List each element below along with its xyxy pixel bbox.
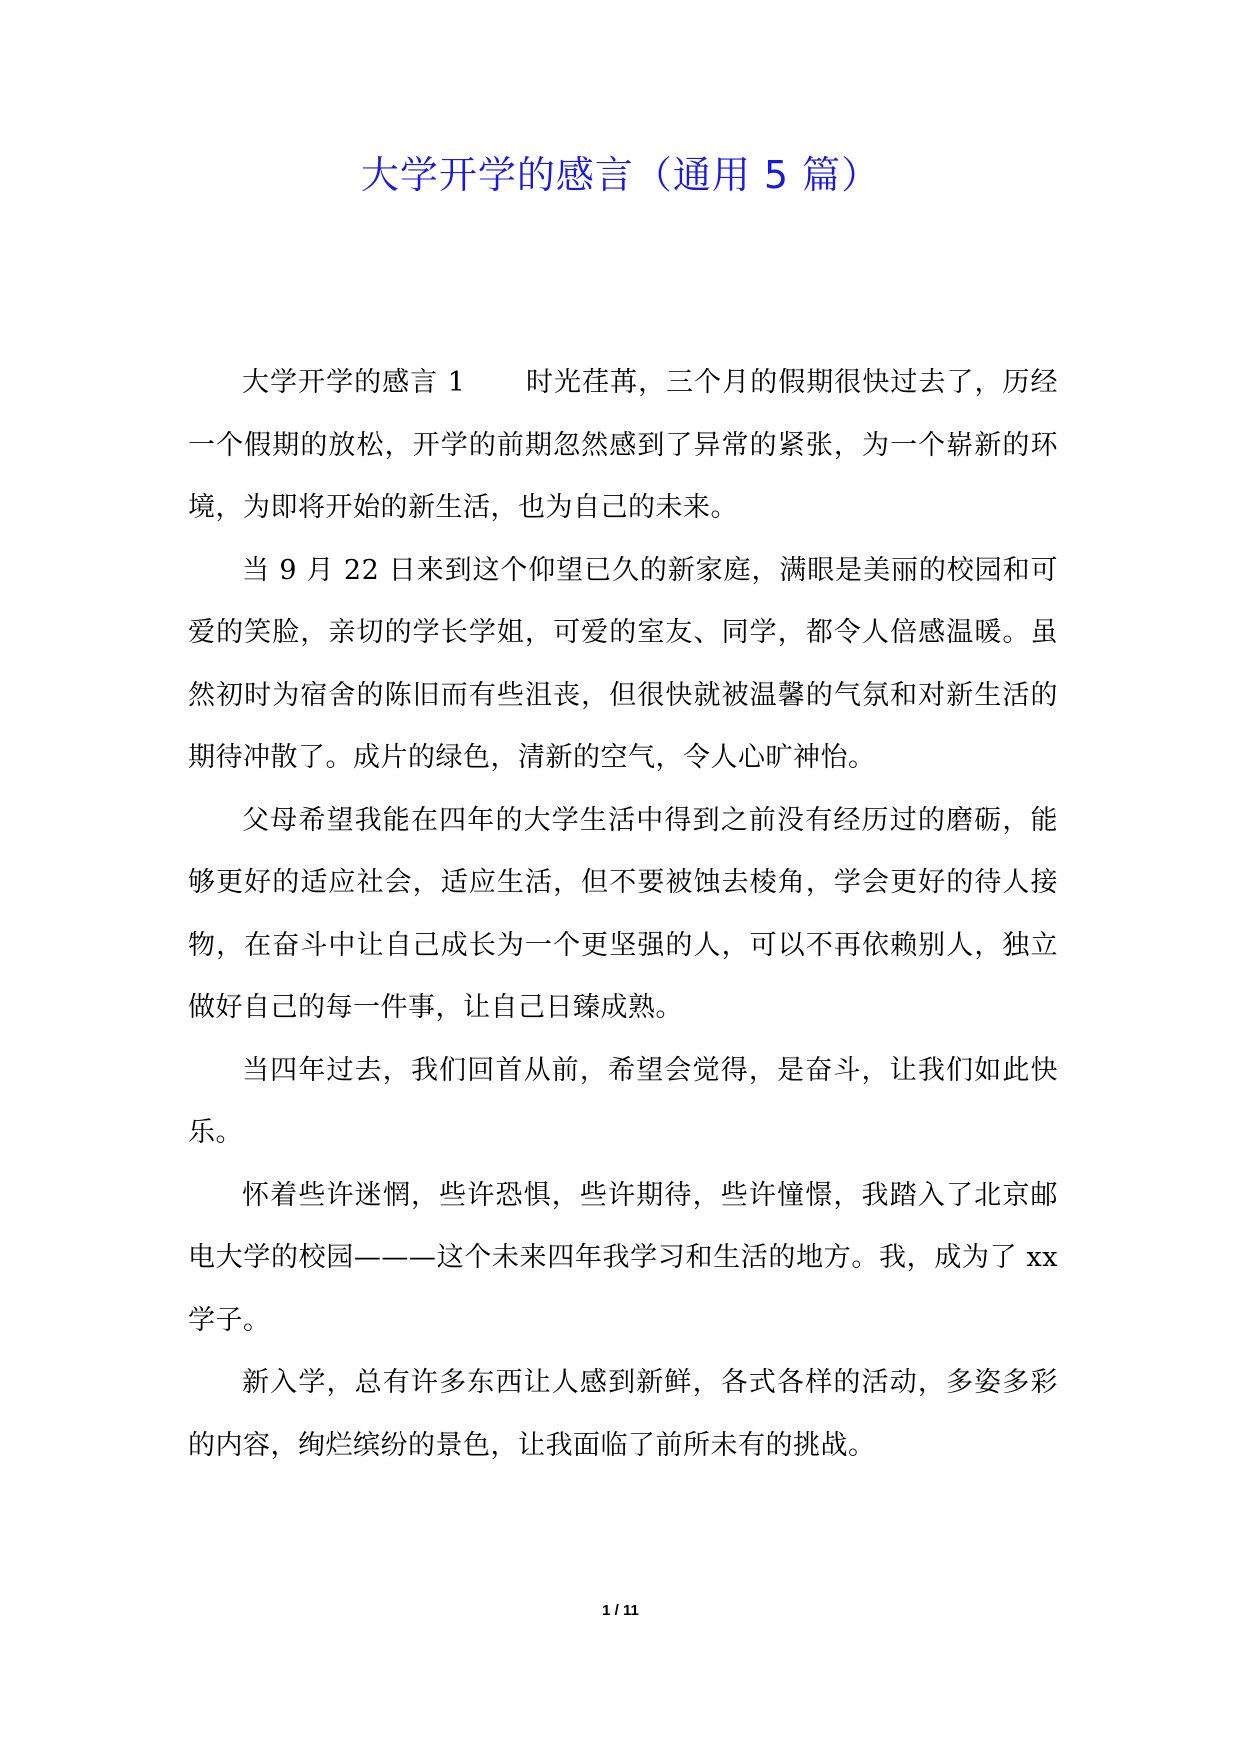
- paragraph-3: 父母希望我能在四年的大学生活中得到之前没有经历过的磨砺，能够更好的适应社会，适应生活，但不要被蚀去棱角，学会更好的待人接物，在奋斗中让自己成长为一个更坚强的人，可以不再依赖别人，独立做好自己的每一件事，让自己日臻成熟。: [188, 804, 1058, 1023]
- page-number: 1 / 11: [602, 1602, 639, 1619]
- paragraph-1-text: 时光荏苒，三个月的假期很快过去了，历经一个假期的放松，开学的前期忽然感到了异常的紧张，为一个崭新的环境，为即将开始的新生活，也为自己的未来。: [188, 367, 1059, 523]
- paragraph-6: 新入学，总有许多东西让人感到新鲜，各式各样的活动，多姿多彩的内容，绚烂缤纷的景色，让我面临了前所未有的挑战。: [188, 1367, 1058, 1461]
- paragraph-1: [188, 352, 1058, 540]
- document-title: 大学开学的感言（通用 5 篇）: [360, 153, 881, 197]
- paragraph-4: 当四年过去，我们回首从前，希望会觉得，是奋斗，让我们如此快乐。: [188, 1054, 1058, 1148]
- paragraph-2: 当 9 月 22 日来到这个仰望已久的新家庭，满眼是美丽的校园和可爱的笑脸，亲切的学长学姐，可爱的室友、同学，都令人倍感温暖。虽然初时为宿舍的陈旧而有些沮丧，但很快就被温馨的气氛和对新生活的期待冲散了。成片的绿色，清新的空气，令人心旷神怡。: [188, 554, 1058, 773]
- section-heading: 大学开学的感言 1: [242, 367, 466, 398]
- document-body: [188, 352, 1058, 1477]
- paragraph-5: 怀着些许迷惘，些许恐惧，些许期待，些许憧憬，我踏入了北京邮电大学的校园———这个未来四年我学习和生活的地方。我，成为了 xx 学子。: [188, 1179, 1058, 1336]
